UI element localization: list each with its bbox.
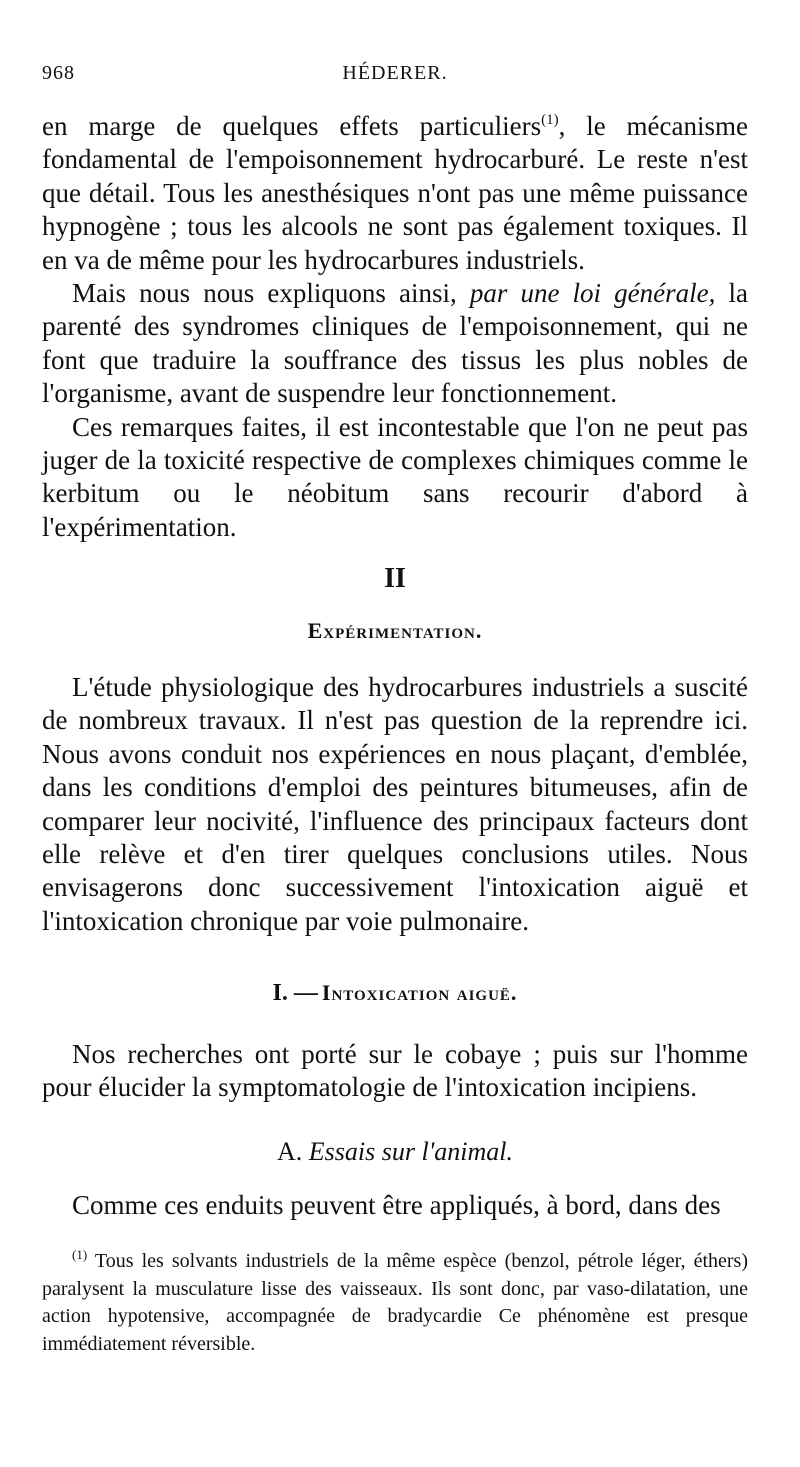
subsection-paragraph: Nos recherches ont porté sur le cobaye ; puis sur l'homme pour élucider la symptomatologie de l'intoxication incipiens. — [42, 1039, 748, 1103]
running-head — [42, 62, 748, 90]
intro-paragraph-3: Ces remarques faites, il est incontestable que l'on ne peut pas juger de la toxicité respective de complexes chimiques comme le kerbitum ou le néobitum sans recourir d'abord à l'expérimentation. — [42, 411, 748, 542]
footnote-reference: (1) — [541, 112, 559, 128]
subsection-body — [42, 1038, 748, 1105]
subsubsection-paragraph: Comme ces enduits peuvent être appliqués, à bord, dans des — [72, 1190, 721, 1220]
section-title: Expérimentation. — [307, 618, 483, 643]
subsubsection-body — [42, 1189, 748, 1222]
section-numeral: II — [384, 563, 406, 594]
subsection-heading — [42, 980, 748, 1007]
header-author: HÉDERER. — [342, 62, 448, 84]
subsection-numeral: I. — — [272, 980, 318, 1006]
section-paragraph: L'étude physiologique des hydrocarbures industriels a suscité de nombreux travaux. Il n'est pas question de la reprendre ici. Nous avons conduit nos expériences en nous plaçant, d'emblée, dans les conditions d'emploi des peintures bitumeuses, afin de comparer leur nocivité, l'influence des principaux facteurs dont elle relève et d'en tirer quelques conclusions utiles. Nous envisagerons donc successivement l'intoxication aiguë et l'intoxication chronique par voie pulmonaire. — [42, 672, 748, 936]
subsubsection-title: Essais sur l'animal. — [308, 1137, 513, 1166]
intro-paragraph-2 — [42, 277, 748, 411]
intro-paragraph-1-text-a: en marge de quelques effets particuliers — [42, 111, 542, 141]
subsubsection-letter: A. — [277, 1137, 303, 1166]
subsection-title: Intoxication aiguë. — [321, 980, 518, 1005]
intro-paragraph-2-text-b: la parenté des syndromes cliniques de l'empoisonnement, qui ne font que traduire la souffrance des tissus les plus nobles de l'organisme, avant de suspendre leur fonctionnement. — [42, 278, 748, 409]
intro-paragraph-2-text-a: Mais nous nous expliquons ainsi, — [72, 278, 470, 309]
subsubsection-heading — [42, 1137, 748, 1167]
page-number: 968 — [42, 62, 75, 84]
footnote-mark: (1) — [72, 1247, 88, 1262]
emphasis-loi-generale: par une loi générale, — [469, 278, 716, 309]
intro-text — [42, 110, 748, 544]
section-body — [42, 671, 748, 938]
footnote-text: Tous les solvants industriels de la même espèce (benzol, pétrole léger, éthers) paralysent la musculature lisse des vaisseaux. Ils sont donc, par vaso-dilatation, une action hypotensive, accompagnée de bradycardie Ce phénomène est presque immédiatement réversible. — [42, 1250, 748, 1355]
intro-paragraph-1 — [42, 110, 748, 277]
footnote — [42, 1248, 748, 1358]
intro-paragraph-1-text-b: , le mécanisme fondamental de l'empoisonnement hydrocarburé. Le reste n'est que détail. Tous les anesthésiques n'ont pas une même puissance hypnogène ; tous les alcools ne sont pas également toxiques. Il en va de même pour les hydrocarbures industriels. — [42, 111, 748, 275]
